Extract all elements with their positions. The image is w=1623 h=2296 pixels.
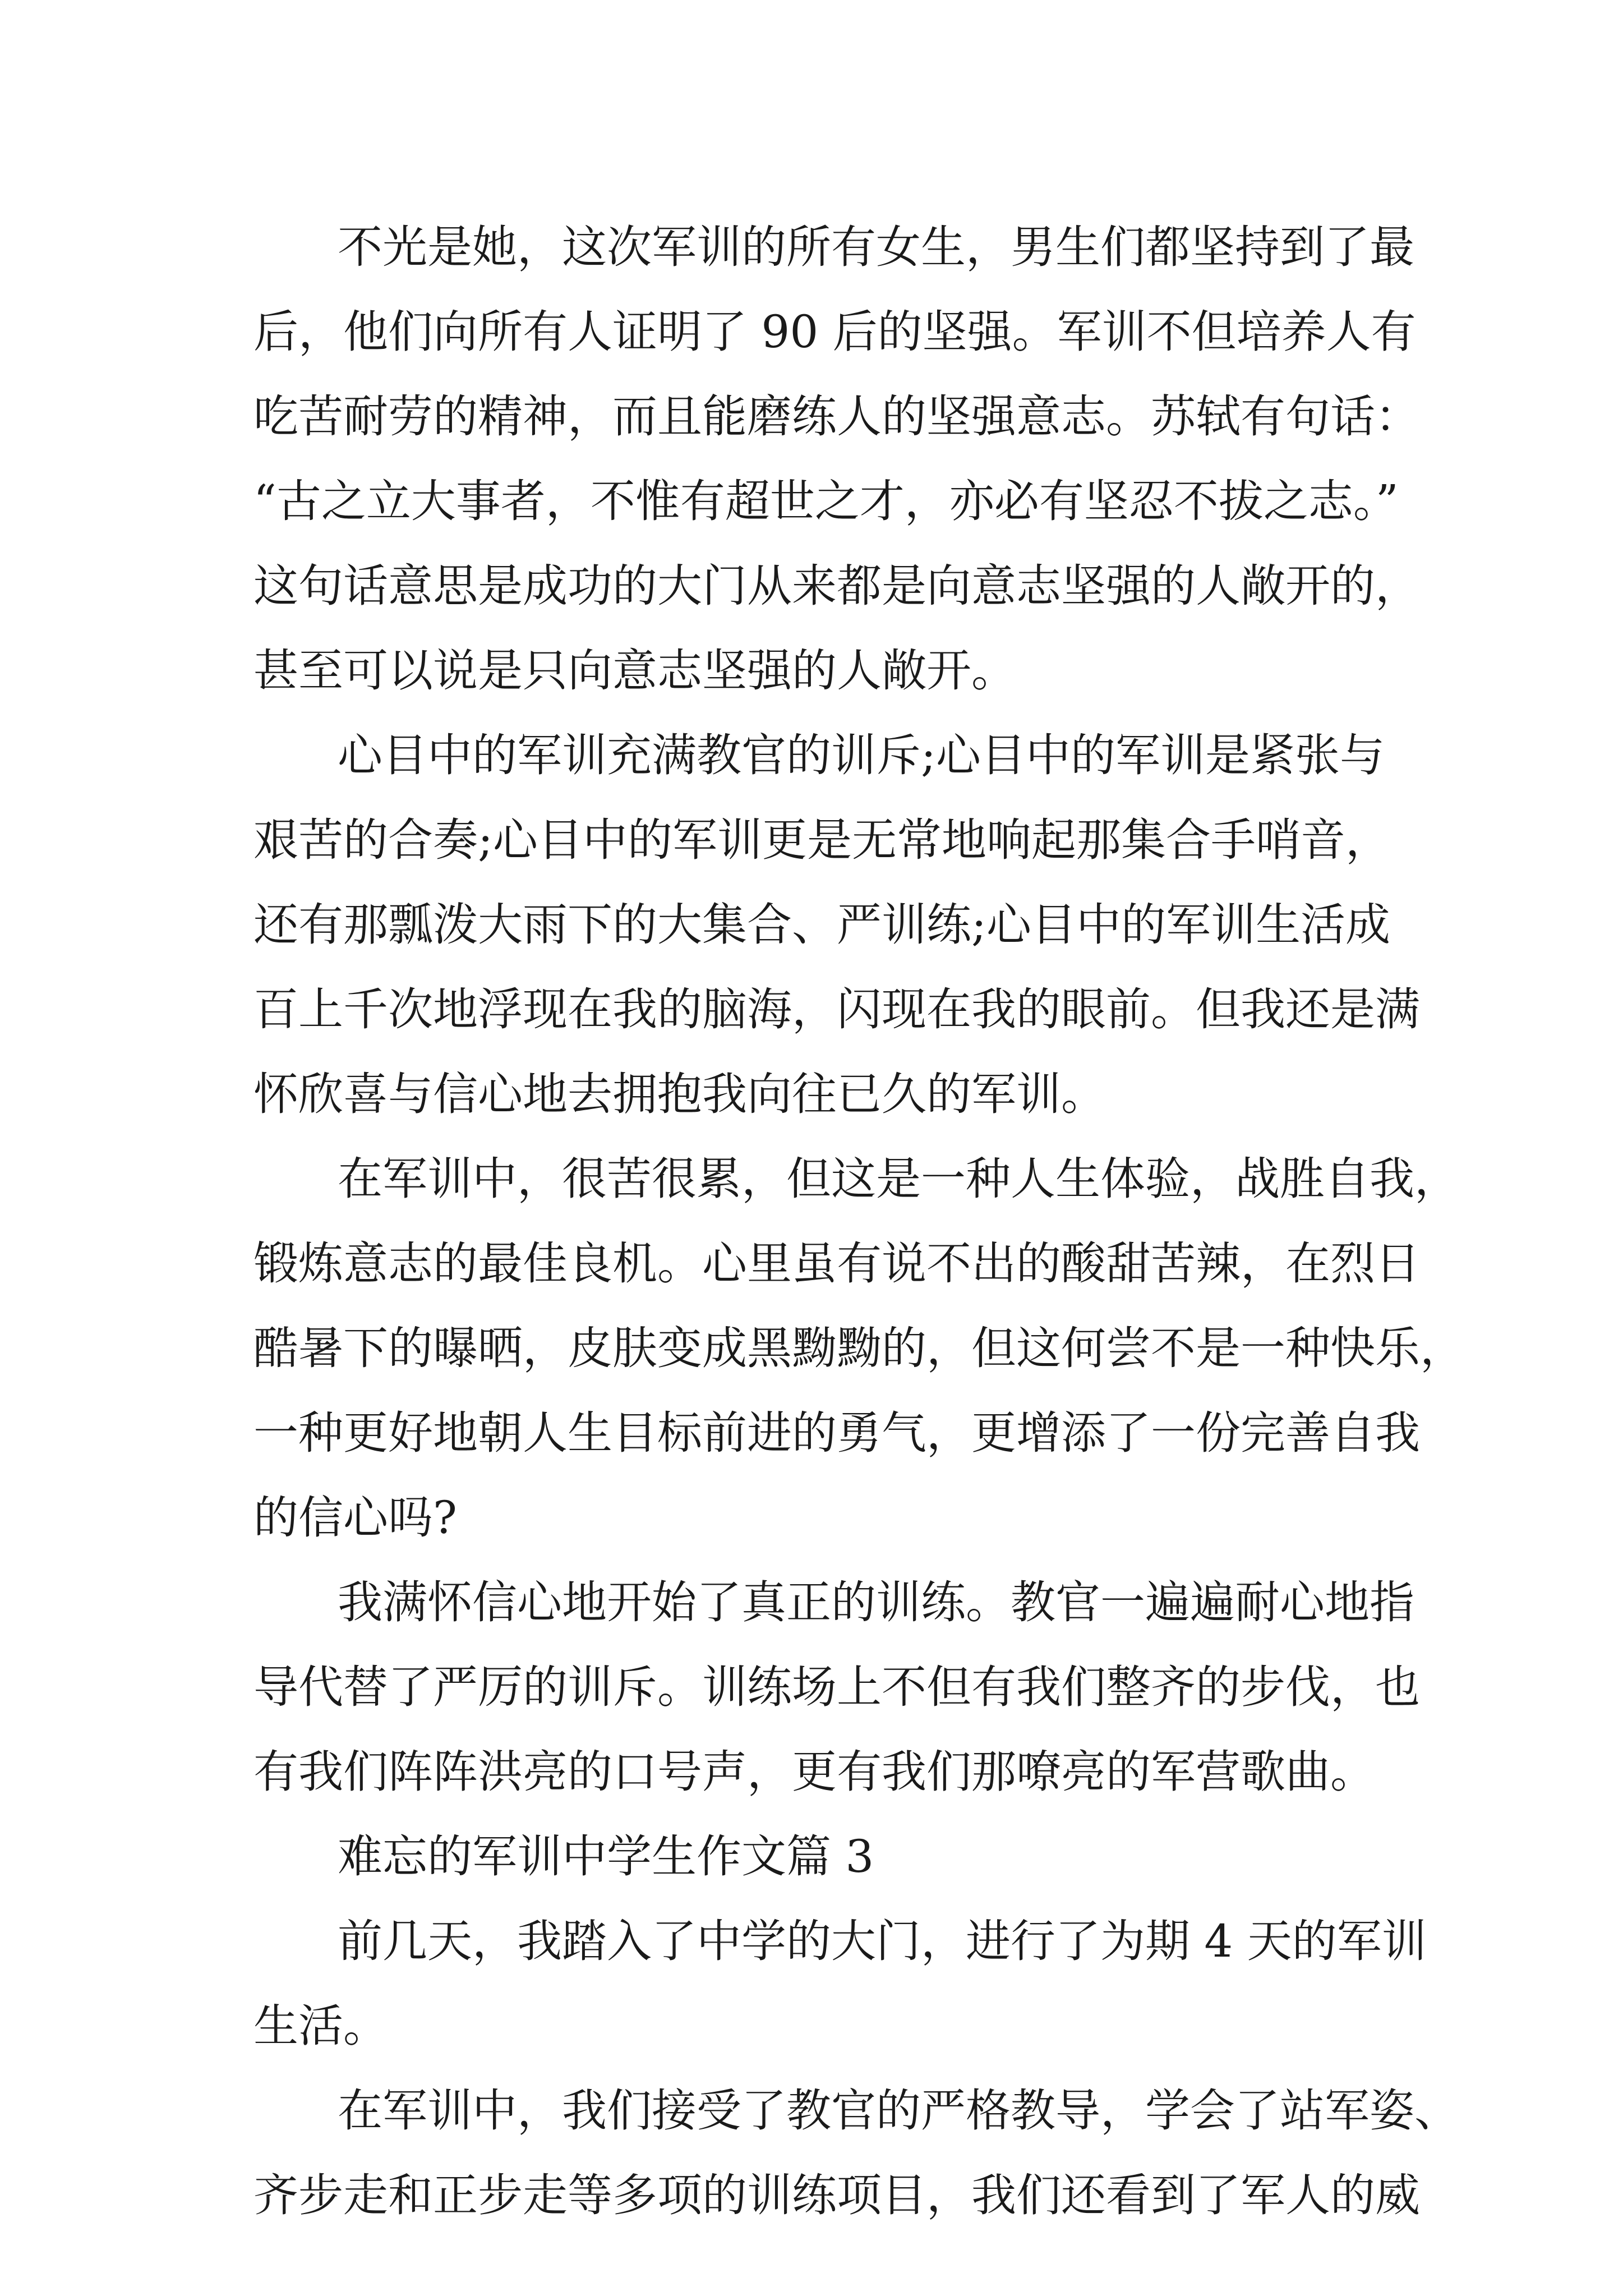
- text-line: 导代替了严厉的训斥。训练场上不但有我们整齐的步伐，也: [253, 1661, 1420, 1713]
- text-line: 这句话意思是成功的大门从来都是向意志坚强的人敞开的，: [253, 560, 1420, 612]
- text-line: 心目中的军训充满教官的训斥;心目中的军训是紧张与: [338, 729, 1385, 781]
- text-line: 怀欣喜与信心地去拥抱我向往已久的军训。: [253, 1068, 1106, 1120]
- text-line: 的信心吗?: [253, 1492, 457, 1544]
- text-line: 后，他们向所有人证明了 90 后的坚强。军训不但培养人有: [253, 306, 1416, 358]
- text-line: 生活。: [253, 2000, 388, 2052]
- text-line: 前几天，我踏入了中学的大门，进行了为期 4 天的军训: [338, 1915, 1427, 1967]
- text-line: 艰苦的合奏;心目中的军训更是无常地响起那集合手哨音，: [253, 814, 1390, 866]
- section-heading: 难忘的军训中学生作文篇 3: [338, 1830, 874, 1883]
- text-line: 有我们阵阵洪亮的口号声，更有我们那嘹亮的军营歌曲。: [253, 1746, 1375, 1798]
- text-line: 一种更好地朝人生目标前进的勇气，更增添了一份完善自我: [253, 1407, 1420, 1459]
- text-line: 在军训中，很苦很累，但这是一种人生体验，战胜自我，: [338, 1153, 1459, 1205]
- text-line: 锻炼意志的最佳良机。心里虽有说不出的酸甜苦辣，在烈日: [253, 1237, 1420, 1290]
- text-line: 在军训中，我们接受了教官的严格教导，学会了站军姿、: [338, 2085, 1459, 2137]
- document-body: [253, 205, 1465, 2238]
- text-line: 不光是她，这次军训的所有女生，男生们都坚持到了最: [338, 221, 1414, 273]
- text-line: 甚至可以说是只向意志坚强的人敞开。: [253, 645, 1016, 697]
- text-line: 齐步走和正步走等多项的训练项目，我们还看到了军人的威: [253, 2169, 1420, 2221]
- text-line: 百上千次地浮现在我的脑海，闪现在我的眼前。但我还是满: [253, 983, 1420, 1036]
- text-line: 我满怀信心地开始了真正的训练。教官一遍遍耐心地指: [338, 1576, 1414, 1628]
- text-line: “古之立大事者，不惟有超世之才，亦必有坚忍不拔之志。”: [253, 475, 1399, 527]
- text-line: 吃苦耐劳的精神，而且能磨练人的坚强意志。苏轼有句话：: [253, 390, 1420, 443]
- text-line: 酷暑下的曝晒，皮肤变成黑黝黝的，但这何尝不是一种快乐，: [253, 1322, 1465, 1374]
- text-line: 还有那瓢泼大雨下的大集合、严训练;心目中的军训生活成: [253, 899, 1390, 951]
